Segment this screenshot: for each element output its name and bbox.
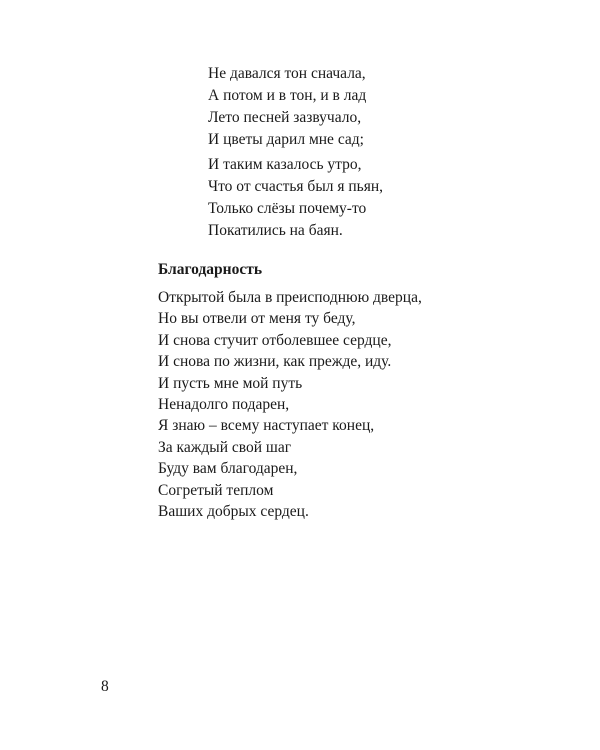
verse-line: И таким казалось утро, — [208, 156, 362, 173]
verse-line: Буду вам благодарен, — [158, 460, 298, 478]
stanza-1 — [208, 63, 366, 151]
verse-line: Я знаю – всему наступает конец, — [158, 417, 375, 435]
stanza-2 — [208, 154, 383, 242]
verse-line: За каждый свой шаг — [158, 438, 292, 456]
verse-line: А потом и в тон, и в лад — [208, 87, 367, 104]
verse-line: Ненадолго подарен, — [158, 396, 290, 414]
verse-line: И пусть мне мой путь — [158, 374, 303, 392]
verse-line: Только слёзы почему-то — [208, 200, 367, 217]
verse-line: Ваших добрых сердец. — [158, 503, 309, 521]
verse-line: Не давался тон сначала, — [208, 65, 366, 82]
verse-line: Открытой была в преисподнюю дверца, — [158, 289, 422, 306]
page-number: 8 — [101, 678, 109, 695]
verse-line: Согретый теплом — [158, 481, 274, 499]
verse-line: Но вы отвели от меня ту беду, — [158, 310, 356, 328]
poem-title: Благодарность — [158, 261, 263, 278]
verse-line: И снова стучит отболевшее сердце, — [158, 331, 392, 349]
verse-line: И цветы дарил мне сад; — [208, 131, 364, 148]
verse-line: Что от счастья был я пьян, — [208, 178, 384, 195]
poem-body — [158, 287, 422, 522]
verse-line: И снова по жизни, как прежде, иду. — [158, 353, 392, 371]
verse-line: Покатились на баян. — [208, 222, 343, 239]
verse-line: Лето песней зазвучало, — [208, 109, 362, 126]
